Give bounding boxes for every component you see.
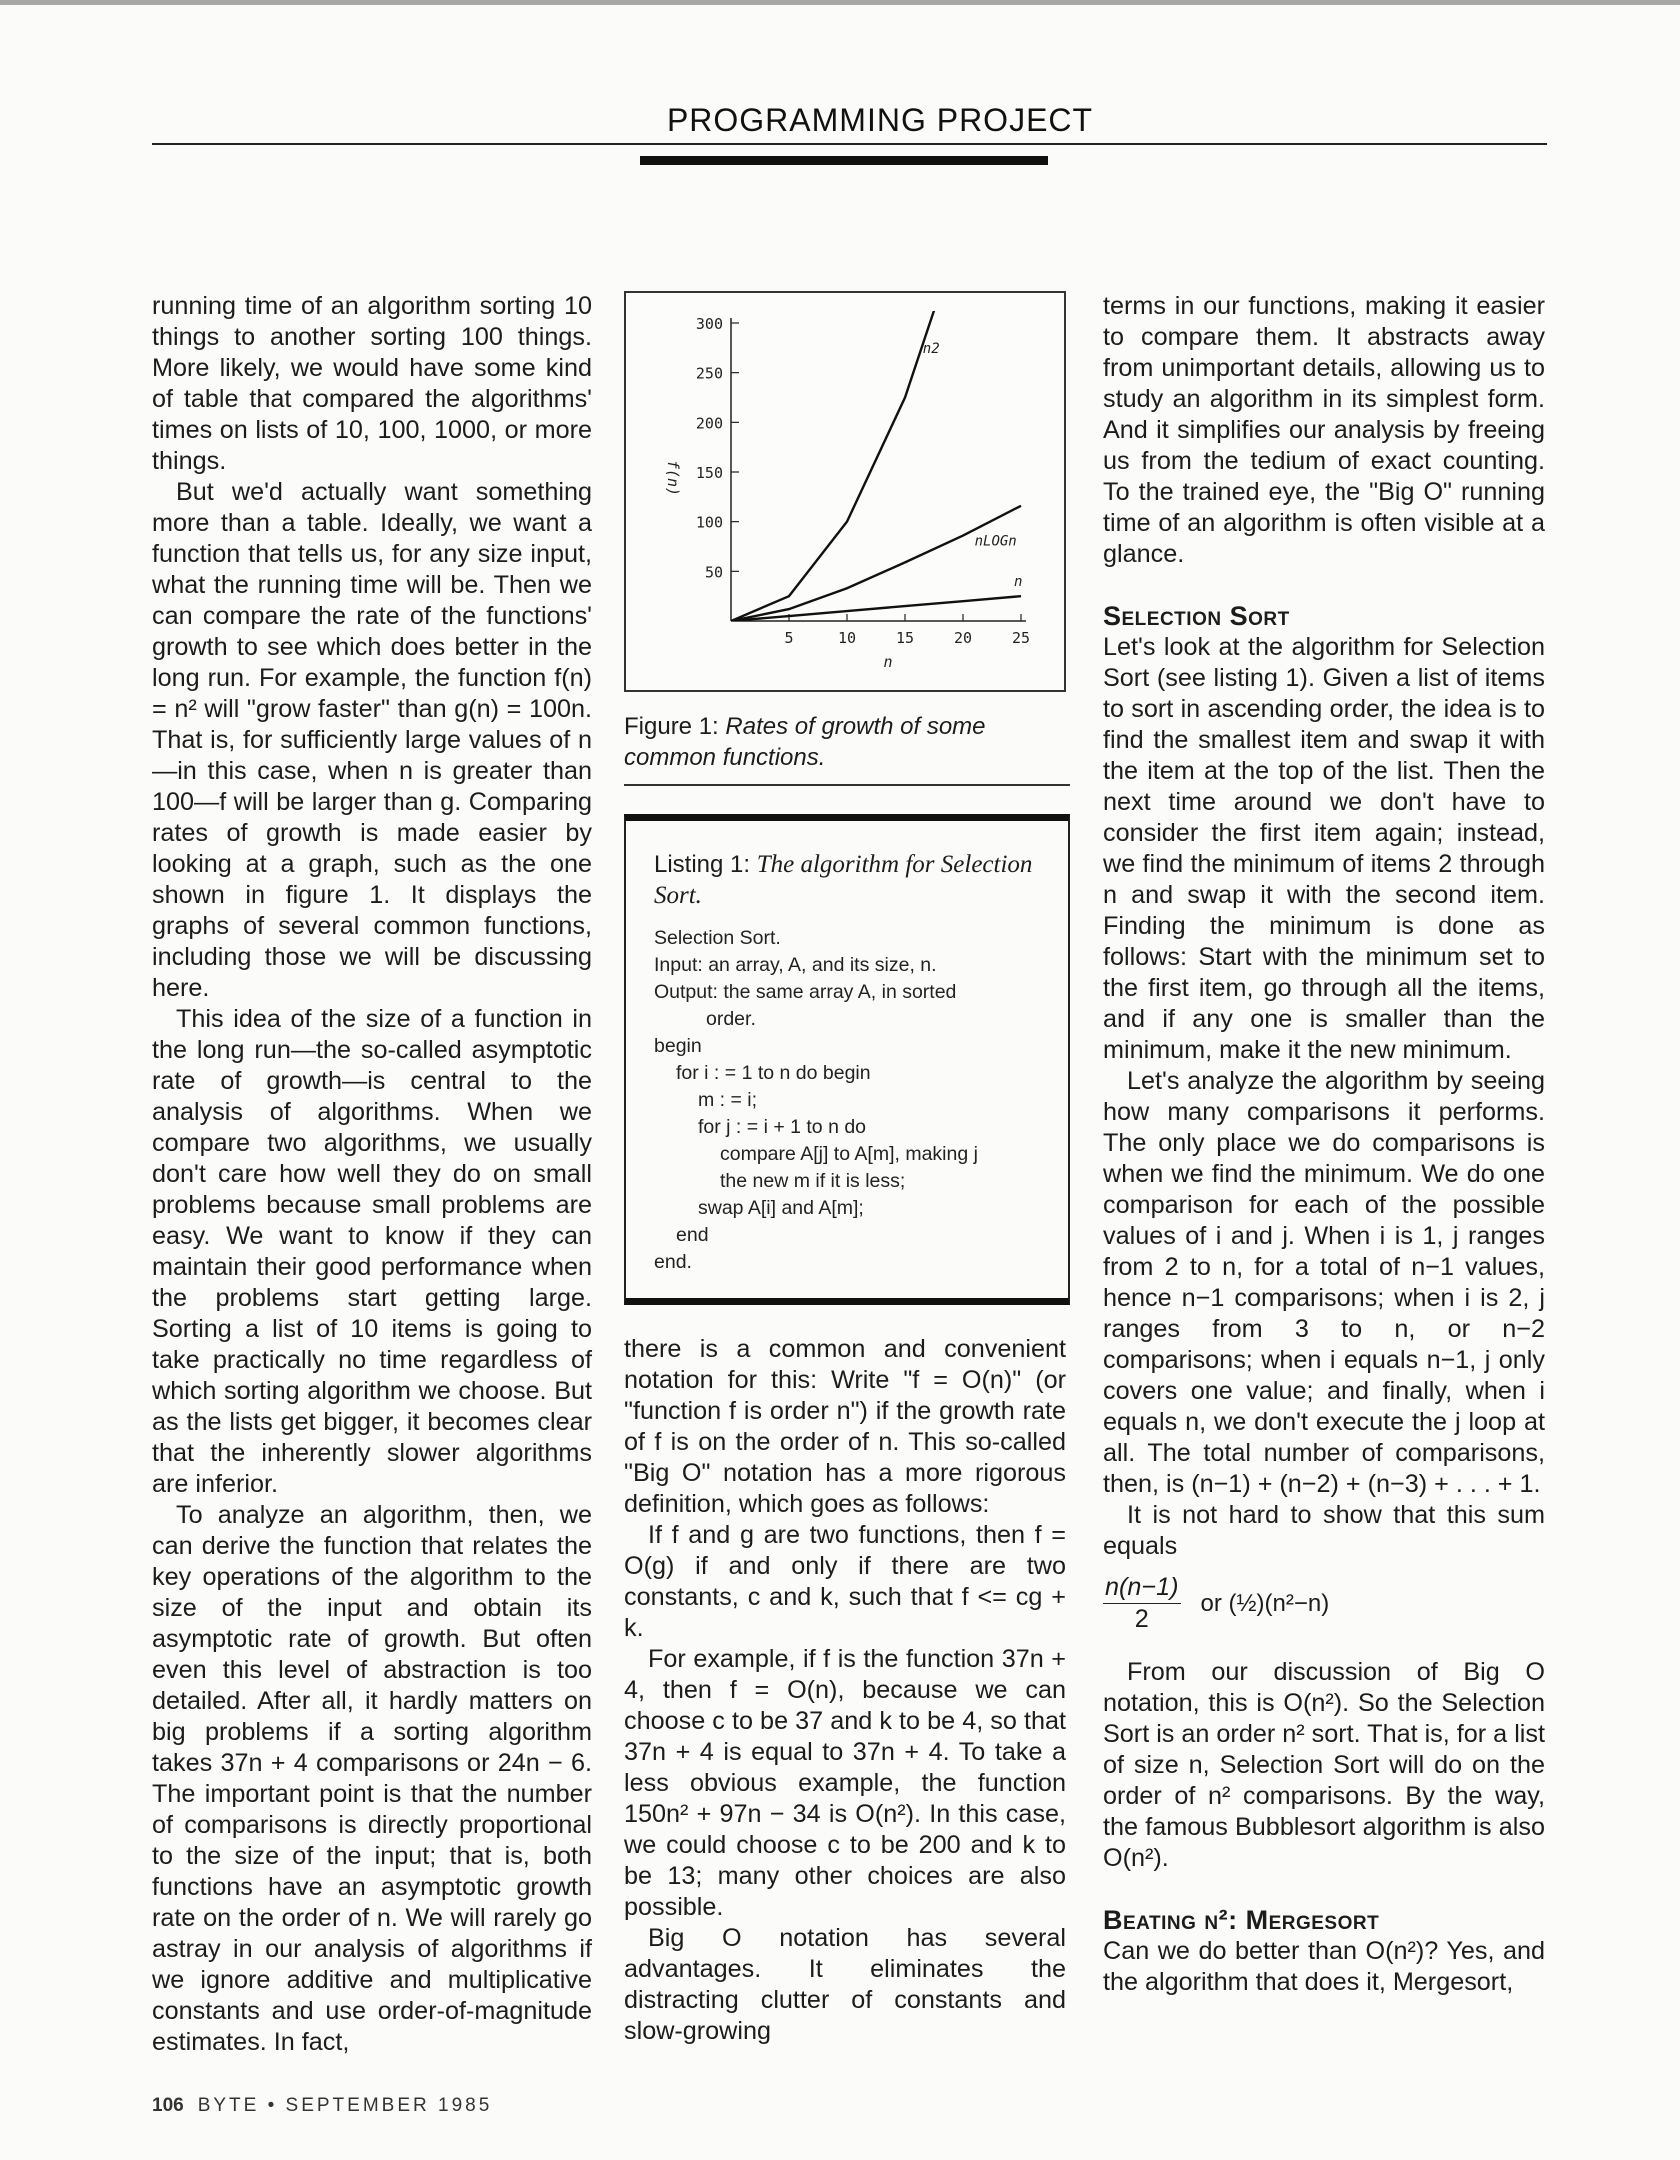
section-heading-mergesort: Beating n²: Mergesort [1103, 1905, 1380, 1935]
col3-paragraph-2: Let's look at the algorithm for Selection Sort (see listing 1). Given a list of items to sort in ascending order, the idea is to find the smallest item and swap it with the item at the top of the list. Then the next time around we don't have to consider the first item again; instead, we find the minimum of items 2 through n and swap it with the second item. Finding the minimum is done as follows: Start with the minimum set to the first item, go through all the items, and if any one is smaller than the minimum, make it the new minimum. [1103, 633, 1545, 1064]
page-footer [152, 2095, 492, 2117]
fraction [1103, 1572, 1181, 1635]
series-label: nLOGn [974, 533, 1017, 550]
fraction-denominator: 2 [1134, 1605, 1149, 1633]
col2-paragraph-1: there is a common and convenient notation for this: Write "f = O(n)" (or "function f is order n") if the growth rate of f is on the order of n. This so-called "Big O" notation has a more rigorous definition, which goes as follows: [624, 1335, 1066, 1518]
series-label: n [1014, 574, 1023, 591]
col1-paragraph-2: But we'd actually want something more than a table. Ideally, we want a function that tells us, for any size input, what the running time will be. Then we can compare the rate of the functions' growth to see which does better in the long run. For example, the function f(n) = n² will "grow faster" than g(n) = 100n. That is, for sufficiently large values of n—in this case, when n is greater than 100—f will be larger than g. Comparing rates of growth is made easier by looking at a graph, such as the one shown in figure 1. It displays the graphs of several common functions, including those we will be discussing here. [152, 478, 592, 1002]
code-line: end [676, 1224, 709, 1246]
col1-paragraph-3: This idea of the size of a function in the long run—the so-called asymptotic rate of growth—is central to the analysis of algorithms. When we compare two algorithms, we usually don't care how well they do on small problems because small problems are easy. We want to know if they can maintain their good performance when the problems start getting large. Sorting a list of 10 items is going to take practically no time regardless of which sorting algorithm we choose. But as the lists get bigger, it becomes clear that the inherently slower algorithms are inferior. [152, 1005, 592, 1498]
code-line: for j : = i + 1 to n do [698, 1116, 867, 1138]
y-tick-label: 250 [695, 364, 723, 383]
header-rule-bold [640, 156, 1048, 165]
col3-paragraph-3: Let's analyze the algorithm by seeing how many comparisons it performs. The only place we do comparisons is when we find the minimum. We do one comparison for each of the possible values of i and j. When i is 1, j ranges from 2 to n, for a total of n−1 values, hence n−1 comparisons; when i is 2, j ranges from 3 to n, or n−2 comparisons; when i equals n−1, j only covers one value; and finally, when i equals n, we don't execute the j loop at all. The total number of comparisons, then, is (n−1) + (n−2) + (n−3) + . . . + 1. [1103, 1067, 1545, 1498]
col1-paragraph-4: To analyze an algorithm, then, we can derive the function that relates the key operations of the algorithm to the size of the input and obtain its asymptotic rate of growth. But often even this level of abstraction is too detailed. After all, it hardly matters on big problems if a sorting algorithm takes 37n + 4 comparisons or 24n − 6. The important point is that the number of comparisons is directly proportional to the size of the input; that is, both functions have an asymptotic growth rate on the order of n. We will rarely go astray in our analysis of algorithms if we ignore additive and multiplicative constants and use order-of-magnitude estimates. In fact, [152, 1501, 592, 2056]
x-tick-label: 5 [784, 629, 794, 647]
section-heading-selection-sort: Selection Sort [1103, 601, 1290, 631]
figure-caption-label: Figure 1: [624, 713, 719, 740]
figure-1-chart [624, 291, 1066, 692]
code-line: m : = i; [698, 1089, 758, 1111]
col3-paragraph-4: It is not hard to show that this sum equals [1103, 1501, 1545, 1560]
code-line: end. [654, 1251, 692, 1273]
code-line: Output: the same array A, in sorted [654, 981, 957, 1003]
y-tick-label: 50 [704, 563, 723, 582]
code-line: order. [706, 1008, 756, 1030]
code-line: Selection Sort. [654, 927, 781, 949]
listing-title-text: The algorithm for Selection Sort. [654, 851, 1033, 909]
figure-caption [624, 711, 1066, 773]
listing-1-box [624, 814, 1070, 1305]
y-tick-label: 150 [695, 464, 723, 482]
formula-alternative: or (½)(n²−n) [1200, 1590, 1330, 1617]
sum-formula [1103, 1572, 1545, 1635]
col3-paragraph-6: Can we do better than O(n²)? Yes, and the algorithm that does it, Mergesort, [1103, 1937, 1545, 1996]
col2-paragraph-2: For example, if f is the function 37n + 4, then f = O(n), because we can choose c to be 37 and k to be 4, so that 37n + 4 is equal to 37n + 4. To take a less obvious example, the function 150n² + 97n − 34 is O(n²). In this case, we could choose c to be 200 and k to be 13; many other choices are also possible. [624, 1645, 1066, 1921]
col3-paragraph-5: From our discussion of Big O notation, this is O(n²). So the Selection Sort is an order n² sort. That is, for a list of size n, Selection Sort will do on the order of n² comparisons. By the way, the famous Bubblesort algorithm is also O(n²). [1103, 1658, 1545, 1872]
series-line-nlogn [731, 506, 1021, 621]
fraction-numerator: n(n−1) [1103, 1572, 1181, 1604]
code-line: the new m if it is less; [720, 1170, 906, 1192]
y-tick-label: 200 [695, 414, 723, 433]
code-line: for i : = 1 to n do begin [676, 1062, 871, 1084]
column-1 [152, 291, 592, 2058]
column-2 [624, 1334, 1066, 2047]
footer-magazine: BYTE • SEPTEMBER 1985 [197, 2095, 493, 2116]
col1-paragraph-1: running time of an algorithm sorting 10 things to another sorting 100 things. More likely, we would have some kind of table that compared the algorithms' times on lists of 10, 100, 1000, or more things. [152, 292, 592, 475]
code-line: begin [654, 1035, 702, 1057]
series-label: n2 [922, 340, 940, 357]
y-tick-label: 300 [695, 315, 723, 333]
y-tick-label: 100 [695, 513, 723, 532]
page-header-title: PROGRAMMING PROJECT [666, 102, 1094, 138]
code-line: Input: an array, A, and its size, n. [654, 954, 937, 976]
page-number: 106 [152, 2095, 184, 2116]
col2-paragraph-3: Big O notation has several advantages. It eliminates the distracting clutter of constants and slow-growing [624, 1924, 1066, 2045]
x-axis-label: n [883, 653, 893, 671]
code-line: compare A[j] to A[m], making j [720, 1143, 978, 1165]
listing-code [654, 925, 1044, 1276]
header-rule [152, 143, 1547, 145]
x-tick-label: 20 [953, 629, 973, 647]
listing-title [654, 849, 1044, 911]
listing-label: Listing 1: [654, 851, 751, 878]
y-axis-label: f(n) [664, 459, 682, 497]
column-3 [1103, 291, 1545, 1998]
x-tick-label: 15 [895, 629, 915, 647]
x-tick-label: 25 [1011, 629, 1031, 647]
series-line-n [731, 596, 1021, 621]
code-line: swap A[i] and A[m]; [698, 1197, 864, 1219]
caption-rule [624, 784, 1070, 786]
top-edge-shadow [0, 0, 1680, 5]
col3-paragraph-1: terms in our functions, making it easier to compare them. It abstracts away from unimportant details, allowing us to study an algorithm in its simplest form. And it simplifies our analysis by freeing us from the tedium of exact counting. To the trained eye, the "Big O" running time of an algorithm is often visible at a glance. [1103, 292, 1545, 568]
growth-chart [626, 293, 1068, 694]
big-o-definition: If f and g are two functions, then f = O(g) if and only if there are two constants, c and k, such that f <= cg + k. [624, 1521, 1066, 1642]
x-tick-label: 10 [837, 629, 857, 647]
figure-caption-text: Rates of growth of some common functions. [624, 713, 986, 771]
